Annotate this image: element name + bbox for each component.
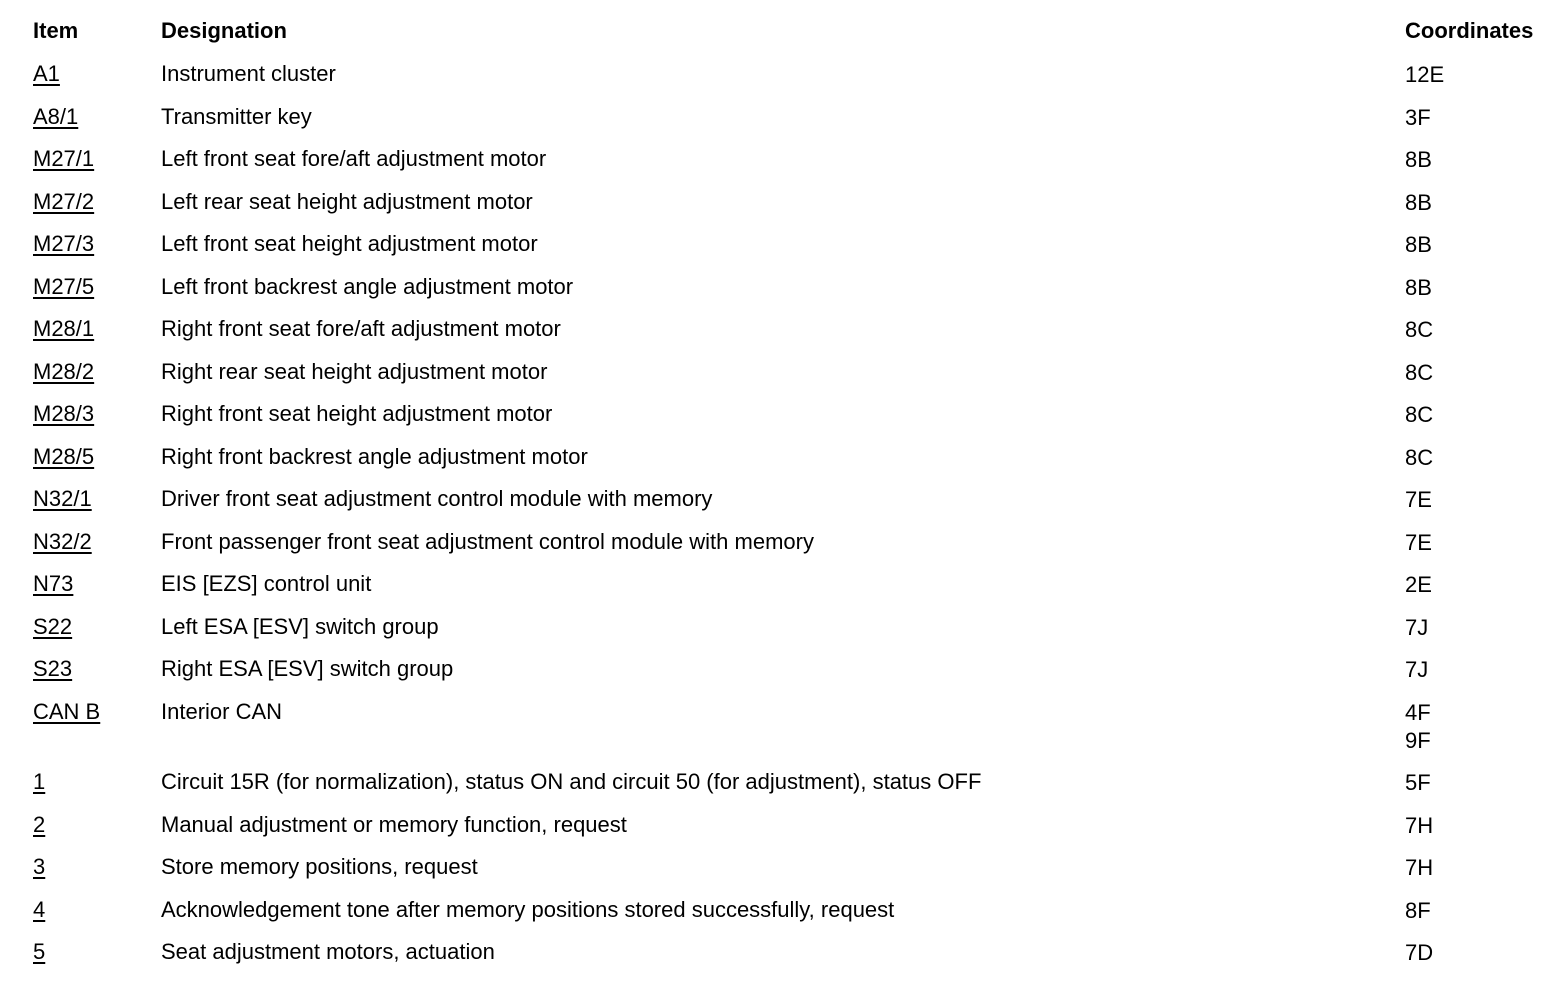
item-link[interactable]: M27/1 [33,146,95,171]
coordinate-value: 7H [1405,855,1434,880]
coordinate-value: 7H [1405,813,1434,838]
coordinate-value: 4F [1405,700,1431,725]
coordinates-cell [1405,939,1433,967]
designation-text: Right front seat fore/aft adjustment motor [161,316,561,341]
coordinate-value: 7J [1405,615,1429,640]
coordinates-cell [1405,104,1431,132]
item-link[interactable]: M28/1 [33,316,95,341]
coordinate-value: 8C [1405,360,1434,385]
coordinate-value: 8B [1405,147,1432,172]
coordinate-value: 7E [1405,530,1432,555]
coordinates-cell [1405,401,1433,429]
item-link[interactable]: 1 [33,769,46,794]
designation-text: Left rear seat height adjustment motor [161,189,533,214]
coordinates-cell [1405,812,1433,840]
designation-text: Left front seat height adjustment motor [161,231,538,256]
coordinate-value: 8B [1405,275,1432,300]
designation-text: Driver front seat adjustment control module with memory [161,486,713,511]
coordinate-value: 7J [1405,657,1429,682]
item-link[interactable]: 5 [33,939,46,964]
coordinate-value: 7E [1405,487,1432,512]
coordinate-value: 8B [1405,232,1432,257]
designation-text: Instrument cluster [161,61,336,86]
item-link[interactable]: M27/3 [33,231,95,256]
coordinates-cell [1405,231,1432,259]
coordinates-cell [1405,359,1433,387]
designation-text: Right front seat height adjustment motor [161,401,553,426]
item-link[interactable]: M28/3 [33,401,95,426]
coordinates-cell [1405,486,1432,514]
designation-text: Transmitter key [161,104,312,129]
coordinates-cell [1405,571,1432,599]
coordinates-cell [1405,656,1428,684]
designation-text: Right rear seat height adjustment motor [161,359,548,384]
coordinates-cell [1405,614,1428,642]
header-item: Item [33,18,79,43]
coordinates-cell [1405,529,1432,557]
coordinates-cell [1405,61,1444,89]
item-link[interactable]: M28/2 [33,359,95,384]
table-header [0,18,1568,50]
header-coordinates: Coordinates [1405,18,1534,43]
coordinates-cell [1405,274,1432,302]
item-link[interactable]: N32/1 [33,486,92,511]
coordinates-cell [1405,444,1433,472]
coordinate-value: 8F [1405,898,1431,923]
designation-text: Left front seat fore/aft adjustment motor [161,146,547,171]
designation-text: Right front backrest angle adjustment motor [161,444,588,469]
designation-text: Acknowledgement tone after memory positions stored successfully, request [161,897,895,922]
coordinates-cell [1405,769,1431,797]
item-link[interactable]: 2 [33,812,46,837]
designation-text: Left ESA [ESV] switch group [161,614,439,639]
designation-text: Interior CAN [161,699,283,724]
coordinate-value: 8C [1405,317,1434,342]
coordinate-value: 3F [1405,105,1431,130]
header-designation: Designation [161,18,287,43]
designation-text: Manual adjustment or memory function, request [161,812,627,837]
item-link[interactable]: S22 [33,614,73,639]
item-link[interactable]: N32/2 [33,529,92,554]
designation-text: Left front backrest angle adjustment motor [161,274,574,299]
designation-text: EIS [EZS] control unit [161,571,372,596]
coordinate-value: 12E [1405,62,1445,87]
coordinates-cell [1405,316,1433,344]
coordinates-cell [1405,189,1432,217]
coordinate-value: 8C [1405,445,1434,470]
coordinate-value: 8C [1405,402,1434,427]
coordinates-cell [1405,854,1433,882]
designation-text: Right ESA [ESV] switch group [161,656,454,681]
designation-text: Circuit 15R (for normalization), status ON and circuit 50 (for adjustment), status OFF [161,769,982,794]
item-link[interactable]: A1 [33,61,60,86]
item-link[interactable]: M27/2 [33,189,95,214]
item-link[interactable]: 3 [33,854,46,879]
coordinates-cell [1405,146,1432,174]
item-link[interactable]: N73 [33,571,74,596]
coordinate-value: 7D [1405,940,1434,965]
item-link[interactable]: CAN B [33,699,101,724]
coordinate-value: 9F [1405,728,1431,753]
item-link[interactable]: S23 [33,656,73,681]
coordinate-value: 5F [1405,770,1431,795]
coordinates-cell [1405,699,1431,755]
designation-text: Front passenger front seat adjustment control module with memory [161,529,814,554]
item-link[interactable]: M28/5 [33,444,95,469]
item-link[interactable]: 4 [33,897,46,922]
item-link[interactable]: M27/5 [33,274,95,299]
coordinates-cell [1405,897,1431,925]
item-link[interactable]: A8/1 [33,104,79,129]
designation-text: Seat adjustment motors, actuation [161,939,495,964]
coordinate-value: 2E [1405,572,1432,597]
coordinate-value: 8B [1405,190,1432,215]
designation-text: Store memory positions, request [161,854,478,879]
